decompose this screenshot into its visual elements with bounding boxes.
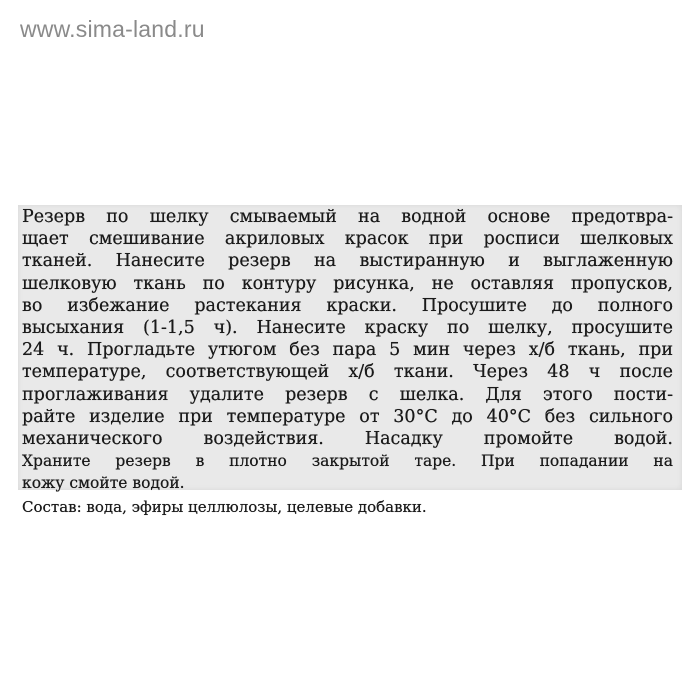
label-line-13: кожу смойте водой. [22, 474, 185, 493]
label-line-3: тканей. Нанесите резерв на выстиранную и выглаженную [22, 251, 673, 272]
label-composition: Состав: вода, эфиры целлюлозы, целевые добавки. [22, 498, 427, 517]
label-line-12: Храните резерв в плотно закрытой таре. При попадании на [22, 452, 673, 471]
label-line-9: проглаживания удалите резерв с шелка. Для этого пости- [22, 384, 673, 405]
label-line-8: температуре, соответствующей х/б ткани. Через 48 ч после [22, 362, 673, 383]
label-line-2: щает смешивание акриловых красок при росписи шелковых [22, 229, 673, 250]
label-line-5: во избежание растекания краски. Просушите до полного [22, 295, 673, 316]
watermark-url: www.sima-land.ru [20, 16, 205, 42]
product-label [18, 205, 682, 517]
label-line-6: высыхания (1-1,5 ч). Нанесите краску по шелку, просушите [22, 317, 673, 338]
label-line-7: 24 ч. Прогладьте утюгом без пара 5 мин через х/б ткань, при [22, 340, 673, 361]
label-line-1: Резерв по шелку смываемый на водной основе предотвра- [22, 207, 673, 227]
label-line-4: шелковую ткань по контуру рисунка, не оставляя пропусков, [22, 273, 673, 294]
label-line-11: механического воздействия. Насадку промойте водой. [22, 428, 673, 449]
label-text [22, 206, 682, 519]
label-line-10: райте изделие при температуре от 30°С до 40°С без сильного [22, 406, 673, 427]
